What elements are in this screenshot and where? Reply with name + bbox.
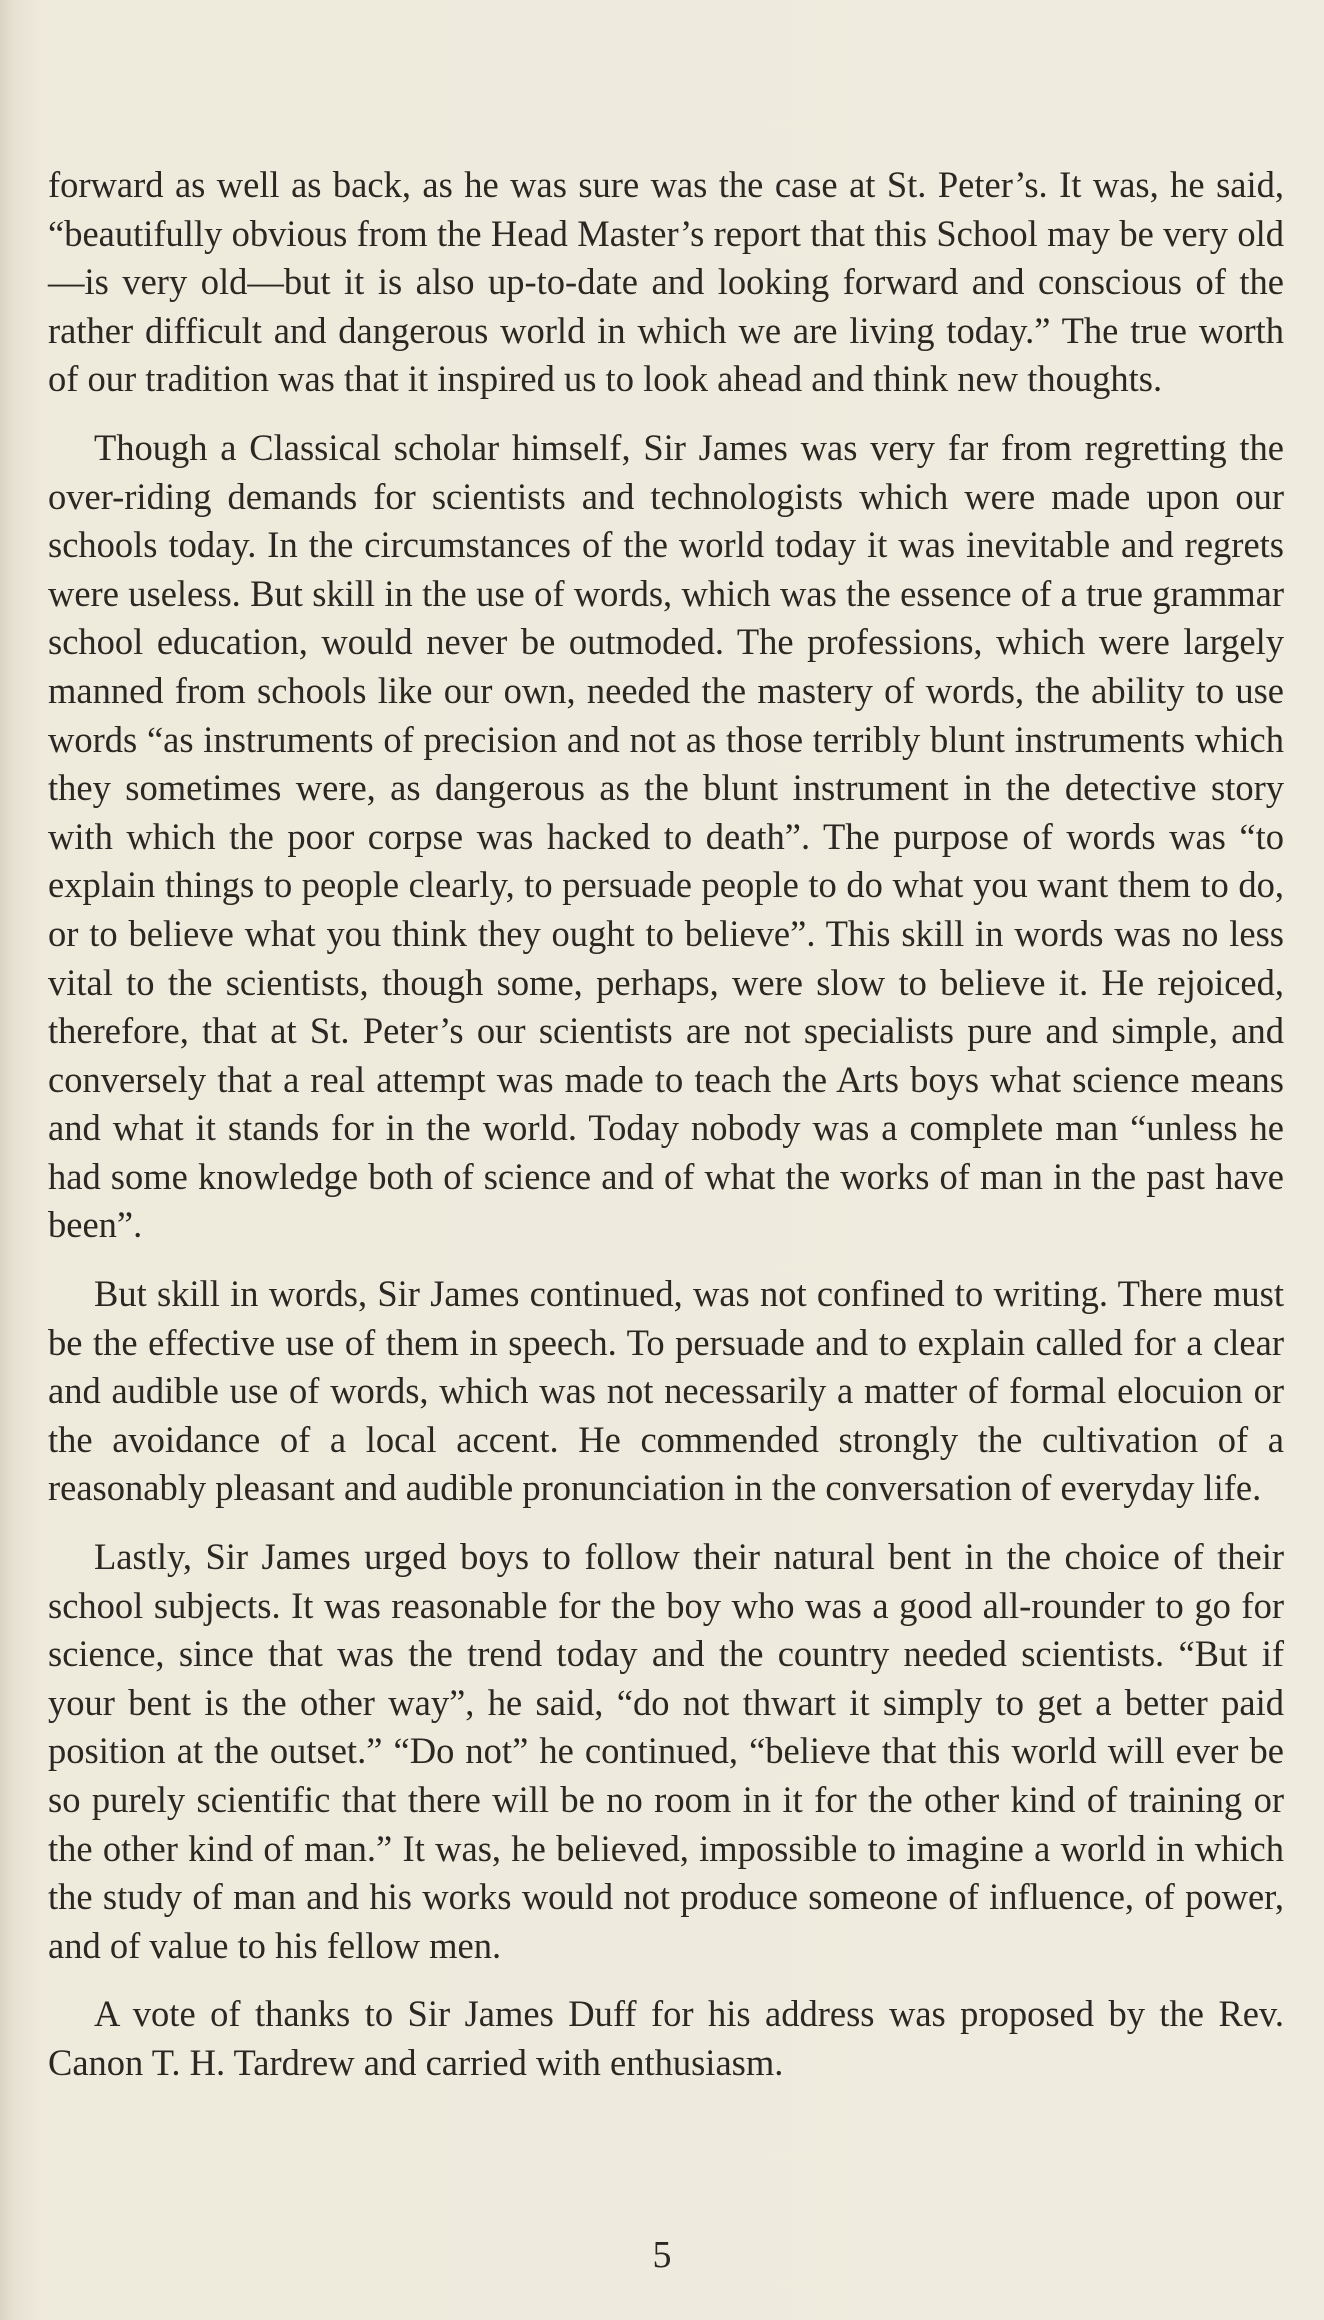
paragraph-3: But skill in words, Sir James continued, was not confined to writing. There must be the effective use of them in speech. To persuade and to explain called for a clear and audible use of words, which was not necessarily a matter of formal elocuion or the avoidance of a local accent. He commended strongly the cultivation of a reasonably pleasant and audible pronunciation in the conversation of everyday life. bbox=[48, 1273, 1284, 1509]
paragraph-1: forward as well as back, as he was sure was the case at St. Peter’s. It was, he said, “beautifully obvious from the Head Master’s report that this School may be very old—is very old—but it is also up-to-date and looking forward and conscious of the rather difficult and dangerous world in which we are living today.” The true worth of our tradition was that it inspired us to look ahead and think new thoughts. bbox=[48, 164, 1284, 400]
paragraph-4: Lastly, Sir James urged boys to follow their natural bent in the choice of their school subjects. It was reasonable for the boy who was a good all-rounder to go for science, since that was the trend today and the country needed scientists. “But if your bent is the other way”, he said, “do not thwart it simply to get a better paid position at the outset.” “Do not” he continued, “believe that this world will ever be so purely scientific that there will be no room in it for the other kind of training or the other kind of man.” It was, he believed, impossible to imagine a world in which the study of man and his works would not produce someone of influence, of power, and of value to his fellow men. bbox=[48, 1536, 1284, 1966]
body-text bbox=[48, 161, 1284, 2088]
page-number: 5 bbox=[652, 2234, 672, 2276]
paragraph-2: Though a Classical scholar himself, Sir James was very far from regretting the over-riding demands for scientists and technologists which were made upon our schools today. In the circumstances of the world today it was inevitable and regrets were useless. But skill in the use of words, which was the essence of a true grammar school education, would never be outmoded. The professions, which were largely manned from schools like our own, needed the mastery of words, the ability to use words “as instruments of precision and not as those terribly blunt instruments which they sometimes were, as dangerous as the blunt instrument in the detective story with which the poor corpse was hacked to death”. The purpose of words was “to explain things to people clearly, to persuade people to do what you want them to do, or to believe what you think they ought to believe”. This skill in words was no less vital to the scientists, though some, perhaps, were slow to believe it. He rejoiced, therefore, that at St. Peter’s our scientists are not specialists pure and simple, and conversely that a real attempt was made to teach the Arts boys what science means and what it stands for in the world. Today nobody was a complete man “unless he had some knowledge both of science and of what the works of man in the past have been”. bbox=[48, 426, 1284, 1246]
paragraph-5: A vote of thanks to Sir James Duff for his address was proposed by the Rev. Canon T. H. Tardrew and carried with enthusiasm. bbox=[48, 1993, 1284, 2083]
